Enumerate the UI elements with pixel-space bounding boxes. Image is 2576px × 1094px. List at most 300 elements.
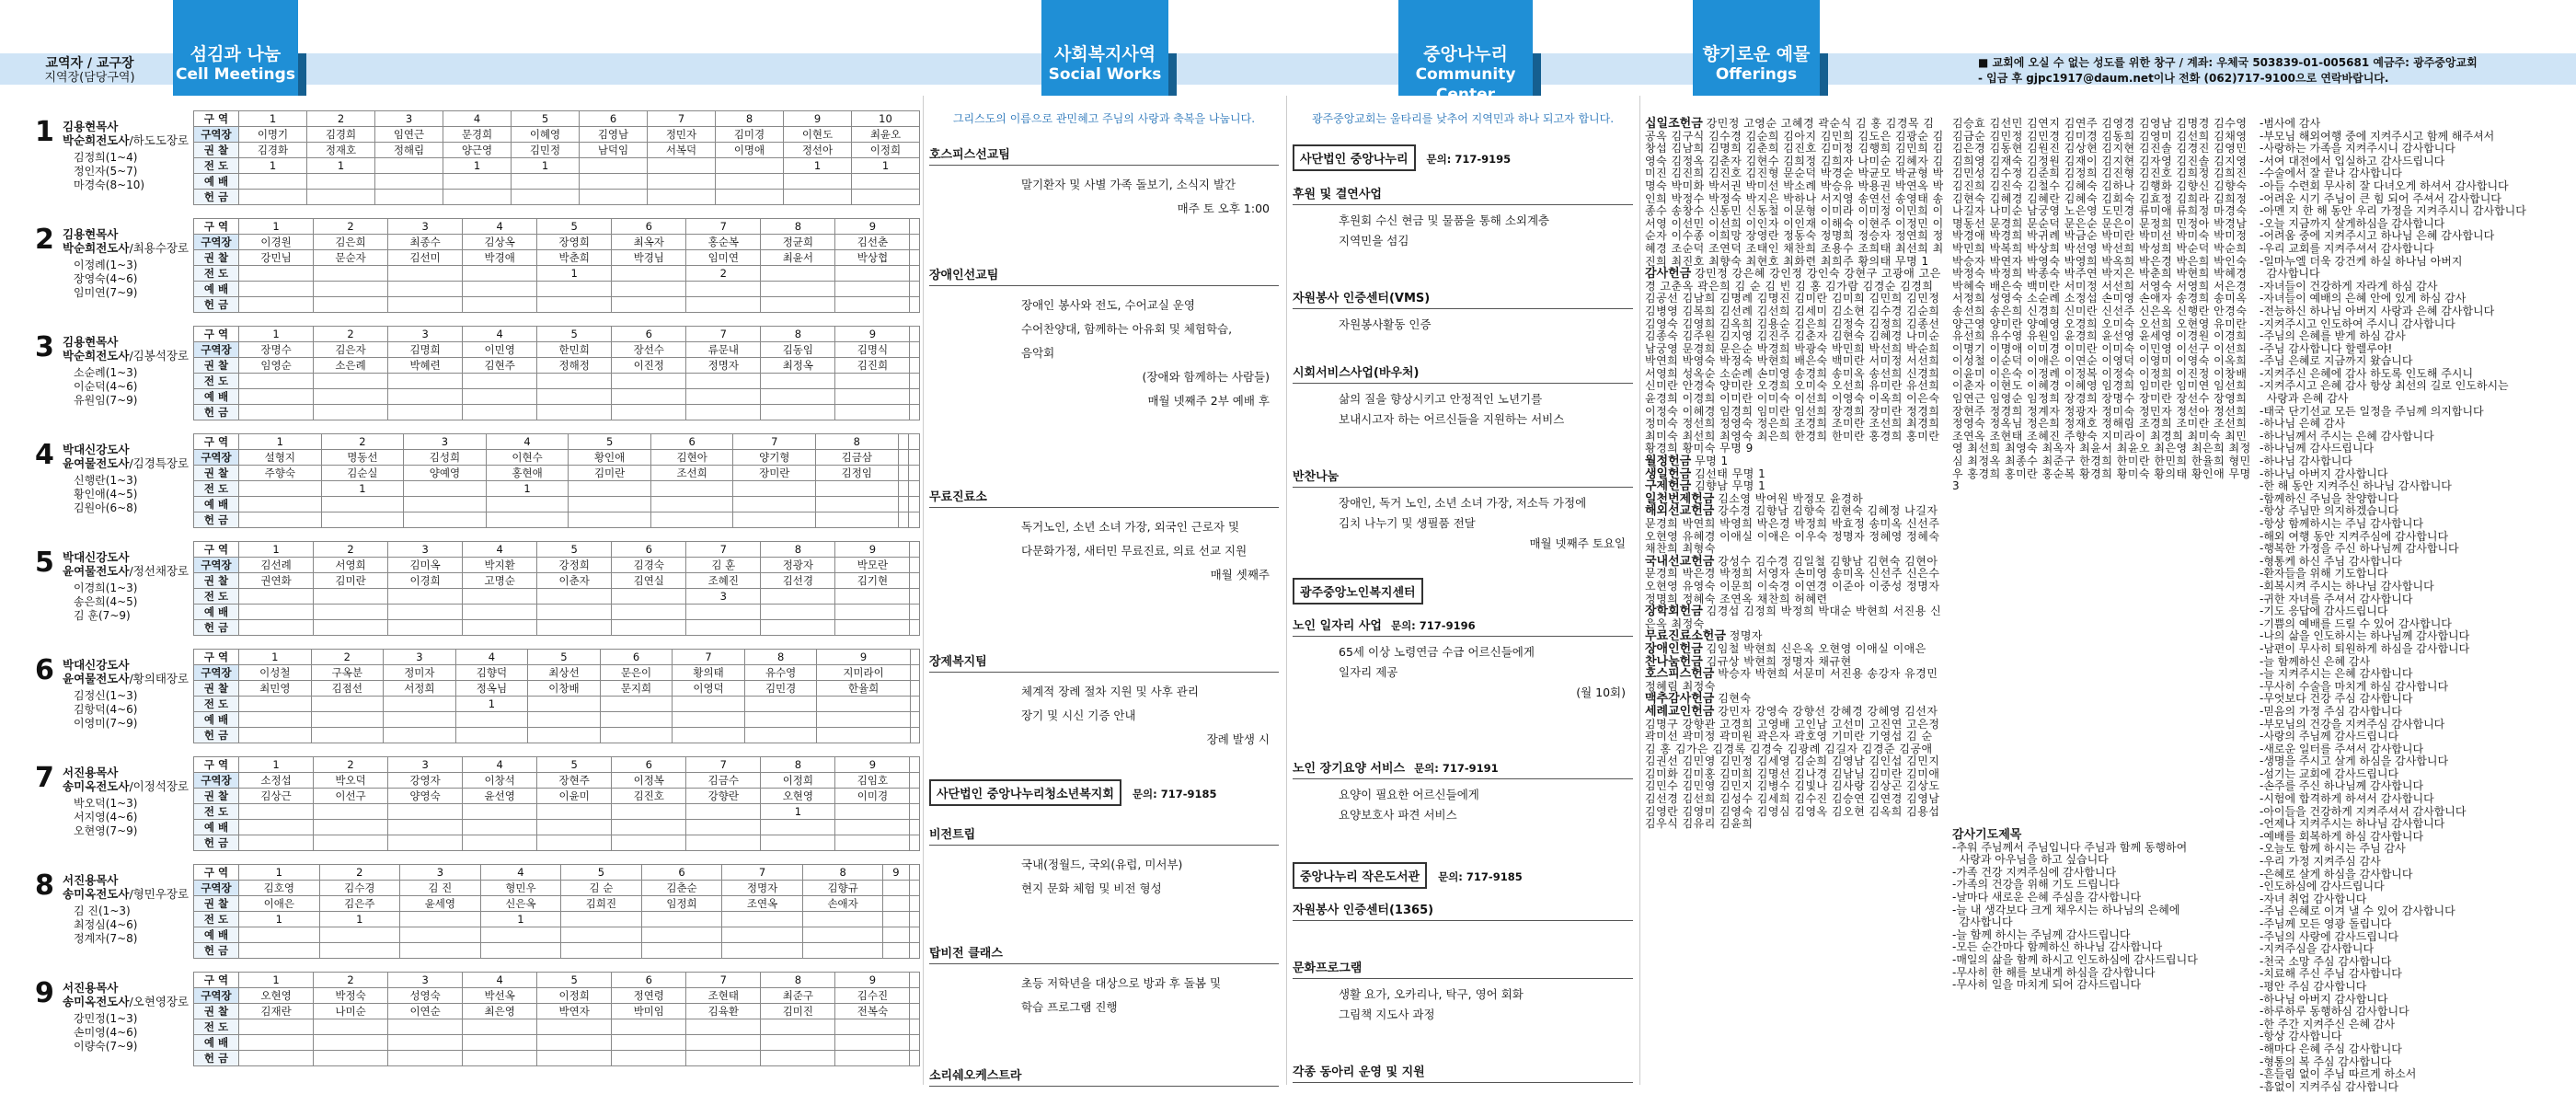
table-cell [883, 927, 909, 943]
table-cell [319, 943, 400, 959]
community-section-title [1293, 288, 1633, 309]
tab-en: Cell Meetings [176, 65, 295, 84]
table-cell [561, 927, 642, 943]
table-cell [612, 1051, 686, 1066]
table-cell [909, 943, 919, 959]
row-label: 구 역 [194, 542, 239, 558]
table-cell [910, 219, 920, 235]
cell-group [0, 756, 920, 851]
table-cell [898, 434, 909, 450]
table-cell: 4 [455, 650, 528, 665]
community-section-name: 노인 장기요양 서비스 [1293, 762, 1406, 776]
table-cell: 정선아 [784, 143, 852, 158]
table-cell [388, 374, 463, 389]
table-cell [716, 158, 784, 174]
prayer-line: -가족 건강 지켜주심에 감사합니다 [1952, 865, 2117, 879]
row-label: 헌 금 [194, 943, 239, 959]
table-cell [463, 1035, 537, 1051]
cell-members [74, 259, 137, 300]
table-cell [641, 912, 722, 927]
table-row [194, 896, 920, 912]
table-cell: 이명애 [716, 143, 784, 158]
table-cell: 7 [722, 865, 803, 881]
community-section-name: 노인 일자리 사업 [1293, 619, 1382, 633]
table-cell: 류문내 [686, 342, 761, 358]
table-cell [686, 620, 761, 636]
table-cell: 7 [686, 542, 761, 558]
table-cell [384, 712, 456, 728]
community-section-title [1293, 363, 1633, 384]
table-cell [761, 820, 835, 835]
table-cell [744, 712, 817, 728]
table-cell [910, 282, 920, 297]
table-cell: 1 [239, 542, 314, 558]
table-cell [311, 728, 384, 743]
table-cell: 이윤미 [537, 789, 612, 804]
row-label: 전 도 [194, 374, 239, 389]
table-cell: 1 [455, 697, 528, 712]
table-cell: 8 [716, 111, 784, 127]
table-cell: 문지희 [600, 681, 673, 697]
member-line: 이영미(7~9) [74, 717, 138, 730]
prayer-line: -해외 여행 동안 지켜주심에 감사합니다 [2260, 529, 2449, 543]
table-cell: 3 [384, 650, 456, 665]
offering-names: 강민정 강은혜 강인정 강인숙 강현구 고광애 고은경 고춘옥 곽은희 김 순 김 빈 김 홍 김가람 김경순 김경희 김공선 김남희 김명례 김명진 김미란 김미희 김민희 김민정 김병영 김복희 김선례 김선희 김세미 김소현 김수경 김순희 김영숙 김영희 김옥희 김용순 김은희 김정숙 김정희 김종선 김종숙 김주원 김지영 김진주 김춘자 김현숙 김혜경 나미순 남궁영 문경희 문은순 박경희 박광숙 박민희 박선희 박순희 박연희 박영숙 박정숙 박현희 배은숙 백미란 서미정 서선희 서영희 성옥순 소순례 손미영 송경희 송미옥 송선희 신경희 신미란 안경숙 양미란 오경희 오미숙 오선희 유미란 유선희 윤경희 이경희 이미란 이미숙 이선희 이영숙 이옥희 이은숙 이정숙 이혜경 임경희 임미란 임선희 장경희 장미란 정경희 정미숙 정선희 정영숙 정은희 조경희 조미란 조선희 최경희 최미숙 최선희 최영숙 최은희 한경희 한미란 홍경희 홍미란 황경희 황미숙 무명 9 [1645, 267, 1941, 455]
table-cell: 김기현 [835, 573, 910, 589]
table-cell [835, 835, 910, 851]
prayer-line: -항상 함께하시는 주님 감사합니다 [2260, 517, 2424, 530]
community-intro: 광주중앙교회는 울타리를 낮추어 지역민과 하나 되고자 합니다. [1311, 112, 1615, 125]
table-cell: 김성희 [404, 450, 487, 466]
row-label: 권 찰 [194, 143, 239, 158]
table-cell: 박미임 [612, 1004, 686, 1019]
table-cell: 박정숙 [314, 988, 388, 1004]
offering-group [1645, 118, 1944, 268]
table-cell: 9 [835, 219, 910, 235]
youth-welfare-phone: 문의: 717-9185 [1132, 788, 1217, 800]
table-cell: 8 [761, 542, 835, 558]
table-cell [910, 1051, 920, 1066]
member-line: 김정신(1~3) [74, 689, 138, 702]
row-label: 권 찰 [194, 896, 239, 912]
table-cell [898, 481, 909, 497]
table-cell [835, 374, 910, 389]
table-cell [512, 190, 580, 205]
offering-group [1645, 505, 1944, 555]
community-section [1293, 184, 1633, 251]
table-cell: 이선구 [314, 789, 388, 804]
table-cell [307, 190, 375, 205]
table-cell [686, 1019, 761, 1035]
member-line: 장영숙(4~6) [74, 272, 138, 285]
table-cell: 김진호 [612, 789, 686, 804]
table-cell [612, 820, 686, 835]
prayer-line: 사랑과 아우님을 하고 싶습니다 [1952, 853, 2109, 867]
cell-members [74, 474, 137, 515]
prayer-line: -자녀 취업 감사합니다 [2260, 892, 2367, 905]
youth-section [929, 824, 1279, 901]
table-cell: 이명기 [239, 127, 307, 143]
prayer-line: -하루하루 동행하심 감사합니다 [2260, 1005, 2409, 1019]
row-label: 예 배 [194, 712, 239, 728]
table-cell: 한민희 [537, 342, 612, 358]
table-cell: 1 [486, 481, 569, 497]
library-box: 중앙나누리 작은도서관 [1293, 862, 1427, 889]
table-cell [650, 512, 733, 528]
table-cell [835, 620, 910, 636]
table-cell [761, 297, 835, 313]
header-left-title: 교역자 / 교구장 [45, 56, 134, 71]
table-cell: 3 [388, 973, 463, 988]
table-cell [744, 697, 817, 712]
prayer-line: -모든 순간마다 함께하신 하나님 감사합니다 [1952, 940, 2163, 954]
table-cell: 정광자 [761, 558, 835, 573]
table-cell [910, 820, 920, 835]
cell-number: 7 [35, 762, 54, 794]
table-cell [910, 389, 920, 405]
table-cell: 윤선영 [463, 789, 537, 804]
offering-group [1645, 668, 1944, 693]
prayer-line: -날마다 새로운 은혜 주심을 감사합니다 [1952, 890, 2142, 904]
prayer-line: 사랑과 은혜 감사 [2260, 392, 2349, 406]
table-cell [673, 697, 745, 712]
table-cell: 8 [761, 757, 835, 773]
table-cell: 최준구 [761, 988, 835, 1004]
table-cell [463, 1051, 537, 1066]
table-cell: 서영희 [314, 558, 388, 573]
table-cell [910, 342, 920, 358]
table-cell: 강영자 [388, 773, 463, 789]
table-cell [910, 589, 920, 605]
table-cell: 1 [239, 111, 307, 127]
row-label: 전 도 [194, 158, 239, 174]
offering-names: 강수경 김향남 김향숙 김현숙 김혜정 나길자 문경희 박연희 박영희 박은경 박정희 박효정 송미옥 신선주 오현영 유혜경 이애실 이애은 이우숙 정명자 정혜영 정혜숙 채찬희 최형숙 [1645, 504, 1940, 556]
column-divider [923, 96, 924, 1085]
offering-category: 장학회헌금 [1645, 605, 1703, 619]
table-cell [537, 835, 612, 851]
table-cell: 조선희 [650, 466, 733, 481]
prayer-line: -남편이 무사히 퇴원하게 하심을 감사합니다 [2260, 641, 2470, 655]
table-cell: 최윤오 [852, 127, 920, 143]
table-cell: 6 [600, 650, 673, 665]
social-section-schedule: 장례 발생 시 [1206, 732, 1270, 746]
prayer-line: -천국 소망 주심 감사합니다 [2260, 954, 2392, 968]
table-cell [580, 190, 648, 205]
member-line: 이량숙(7~9) [74, 1040, 138, 1053]
table-cell [239, 405, 314, 420]
table-row [194, 650, 920, 665]
table-cell [909, 881, 919, 896]
table-cell [761, 1035, 835, 1051]
table-cell: 김민경 [744, 681, 817, 697]
table-row [194, 1019, 920, 1035]
table-cell: 6 [641, 865, 722, 881]
table-cell [898, 466, 909, 481]
social-section [929, 144, 1279, 221]
table-cell [909, 512, 920, 528]
table-cell [319, 927, 400, 943]
table-cell [909, 865, 919, 881]
cell-group [0, 433, 920, 528]
table-cell [388, 589, 463, 605]
column-divider [1639, 96, 1640, 1085]
community-center-section [1293, 110, 1633, 1088]
table-cell [612, 605, 686, 620]
table-cell [239, 1035, 314, 1051]
youth-section-line: 초등 저학년을 대상으로 방과 후 돌봄 및 [1021, 976, 1222, 990]
table-cell [314, 389, 388, 405]
row-label: 구역장 [194, 773, 239, 789]
leader-names: 서진용목사 송미옥전도사 [63, 873, 130, 901]
prayer-line: -매일의 삶을 함께 하시고 인도하심에 감사드립니다 [1952, 952, 2198, 966]
table-cell [314, 589, 388, 605]
youth-section-title: 소리쉐오케스트라 [929, 1065, 1279, 1087]
cell-leader [63, 766, 201, 793]
table-cell [388, 389, 463, 405]
prayer-line: -주님께 모든 영광 돌립니다 [2260, 917, 2392, 930]
table-cell: 박오덕 [314, 773, 388, 789]
table-cell [239, 620, 314, 636]
social-section [929, 265, 1279, 413]
table-cell: 김미진 [761, 1004, 835, 1019]
table-cell [686, 1035, 761, 1051]
table-row [194, 728, 920, 743]
leader-area: /오현영장로 [129, 995, 190, 1008]
leader-area: /최용수장로 [129, 241, 190, 255]
table-cell: 김명식 [835, 342, 910, 358]
offering-category: 해외선교헌금 [1645, 504, 1715, 519]
table-cell [612, 589, 686, 605]
table-cell [910, 804, 920, 820]
table-cell [852, 190, 920, 205]
table-cell [909, 481, 920, 497]
table-cell [463, 804, 537, 820]
table-cell: 정옥님 [455, 681, 528, 697]
cell-number: 4 [35, 439, 54, 471]
table-cell: 1 [239, 912, 320, 927]
table-cell [388, 282, 463, 297]
cell-leader [63, 443, 201, 470]
table-cell: 이춘자 [537, 573, 612, 589]
table-cell: 최정옥 [761, 358, 835, 374]
table-cell [612, 804, 686, 820]
member-line: 강민정(1~3) [74, 1012, 138, 1025]
table-row [194, 573, 920, 589]
table-cell: 이정희 [761, 773, 835, 789]
table-cell [761, 282, 835, 297]
table-cell [910, 665, 919, 681]
table-cell: 황의태 [673, 665, 745, 681]
table-cell: 5 [528, 650, 601, 665]
table-cell: 김호영 [239, 881, 320, 896]
table-row [194, 434, 920, 450]
table-cell: 이정희 [537, 988, 612, 1004]
table-cell: 김수경 [319, 881, 400, 896]
member-line: 이경희(1~3) [74, 582, 138, 594]
table-cell: 강정희 [537, 558, 612, 573]
table-cell: 6 [580, 111, 648, 127]
table-cell [761, 589, 835, 605]
table-cell [816, 497, 899, 512]
table-cell: 6 [650, 434, 733, 450]
table-cell: 1 [307, 158, 375, 174]
table-cell: 1 [239, 865, 320, 881]
leader-names: 박대신강도사 윤여물전도사 [63, 443, 130, 470]
table-cell: 박경님 [612, 250, 686, 266]
table-cell: 1 [784, 158, 852, 174]
offering-names: 김규상 박현희 정명자 채규현 [1706, 654, 1852, 668]
table-cell: 3 [375, 111, 443, 127]
table-row [194, 389, 920, 405]
table-cell: 조현태 [686, 988, 761, 1004]
table-cell [463, 835, 537, 851]
table-row [194, 697, 920, 712]
table-cell [486, 497, 569, 512]
table-row [194, 927, 920, 943]
table-cell [909, 466, 920, 481]
table-cell [528, 728, 601, 743]
table-cell [404, 512, 487, 528]
member-line: 유원임(7~9) [74, 394, 138, 407]
table-cell [537, 405, 612, 420]
table-cell: 8 [761, 973, 835, 988]
prayer-line: -서여 대전에서 입실하고 감사드립니다 [2260, 154, 2445, 167]
table-row [194, 481, 920, 497]
table-cell: 김은희 [314, 235, 388, 250]
table-cell [910, 712, 919, 728]
table-cell: 7 [648, 111, 716, 127]
cell-number: 3 [35, 331, 54, 363]
table-cell [835, 282, 910, 297]
table-cell [537, 589, 612, 605]
table-cell: 김순실 [321, 466, 404, 481]
tab-social-works [1041, 0, 1168, 96]
table-cell [569, 481, 651, 497]
member-line: 김항덕(4~6) [74, 703, 138, 716]
table-cell [512, 174, 580, 190]
community-section-line: 생활 요가, 오카리나, 탁구, 영어 회화 [1339, 987, 1524, 1001]
table-cell [835, 389, 910, 405]
table-cell [239, 1019, 314, 1035]
table-row [194, 773, 920, 789]
table-cell: 9 [835, 973, 910, 988]
cell-number: 2 [35, 224, 54, 256]
prayer-line: -오늘도 함께 하시는 주님 감사 [2260, 842, 2406, 856]
community-section-name: 문화프로그램 [1293, 962, 1363, 975]
table-row [194, 111, 920, 127]
table-cell: 7 [686, 757, 761, 773]
table-cell [314, 1051, 388, 1066]
table-cell [612, 1019, 686, 1035]
table-cell: 3 [388, 757, 463, 773]
table-cell [314, 266, 388, 282]
cell-table [193, 110, 920, 205]
table-cell: 1 [239, 219, 314, 235]
table-row [194, 235, 920, 250]
table-cell [388, 835, 463, 851]
prayer-line: -자녀들이 예배의 은혜 안에 있게 하심 감사 [2260, 292, 2467, 305]
offering-names: 강민자 강영숙 강향선 강혜경 강혜영 김선자 김명구 강향관 고경희 고영배 고인남 고선미 고진연 고은정 곽미선 곽미정 곽미원 곽은자 곽호영 기미란 기영섭 김 순 김 홍 김가은 김경록 김경숙 김광례 김길자 김경준 김공애 김권선 김민영 김민정 김세영 김순희 김영남 김인섭 김민지 김미화 김미홍 김미희 김명선 김나경 김남님 김미란 김미애 김민수 김민영 김민지 김병수 김빛나 김사랑 김상곤 김상도 김선경 김선희 김성수 김세희 김수진 김승연 김연경 김영남 김영란 김영미 김영숙 김영심 김영옥 김오현 김옥희 김용섭 김우식 김유리 김윤희 [1645, 704, 1940, 831]
cell-table [193, 756, 920, 851]
table-cell [480, 943, 561, 959]
table-cell [463, 1019, 537, 1035]
table-cell [239, 266, 314, 282]
social-section-line: 수어찬양대, 함께하는 아유회 및 체험학습, [1021, 322, 1233, 336]
table-cell [375, 158, 443, 174]
tab-ko: 사회복지사역 [1053, 44, 1156, 64]
table-cell [537, 282, 612, 297]
row-label: 헌 금 [194, 190, 239, 205]
row-label: 구역장 [194, 127, 239, 143]
table-row [194, 804, 920, 820]
member-line: 임미연(7~9) [74, 286, 138, 299]
social-section-line: 다문화가정, 새터민 무료진료, 의료 선교 지원 [1021, 544, 1248, 558]
table-cell [239, 297, 314, 313]
row-label: 구 역 [194, 973, 239, 988]
table-cell: 5 [537, 757, 612, 773]
leader-area: /정선채장로 [129, 564, 190, 578]
table-cell [910, 1004, 920, 1019]
table-cell [239, 835, 314, 851]
table-cell: 4 [443, 111, 512, 127]
table-cell [910, 297, 920, 313]
community-section-line: 요양이 필요한 어르신들에게 [1339, 788, 1479, 801]
community-section-line: 지역민을 섬김 [1339, 234, 1409, 248]
table-cell [400, 927, 481, 943]
table-row [194, 988, 920, 1004]
cell-members [74, 366, 137, 408]
table-cell: 조혜진 [686, 573, 761, 589]
table-cell: 1 [480, 912, 561, 927]
table-cell [480, 927, 561, 943]
cell-leader [63, 873, 201, 901]
table-cell [388, 1035, 463, 1051]
cell-group [0, 864, 920, 959]
table-cell: 박모란 [835, 558, 910, 573]
table-cell [307, 174, 375, 190]
table-cell: 1 [239, 158, 307, 174]
table-cell [455, 728, 528, 743]
cell-group [0, 649, 920, 743]
prayer-line: -믿음의 가정 주심 감사합니다 [2260, 704, 2402, 718]
senior-center-sections [1293, 616, 1633, 825]
community-section [1293, 363, 1633, 430]
table-cell [463, 374, 537, 389]
table-cell: 이진정 [612, 358, 686, 374]
table-cell [375, 174, 443, 190]
cell-table [193, 326, 920, 420]
table-cell [239, 512, 322, 528]
table-cell: 김경화 [239, 143, 307, 158]
table-cell: 설형지 [239, 450, 322, 466]
tab-en: Offerings [1715, 65, 1798, 84]
table-cell [909, 497, 920, 512]
table-cell: 2 [686, 266, 761, 282]
prayer-line: -우리 교회를 지켜주셔서 감사합니다 [2260, 241, 2434, 255]
table-cell: 1 [239, 434, 322, 450]
table-cell [686, 297, 761, 313]
cell-table [193, 218, 920, 313]
table-cell: 전복숙 [835, 1004, 910, 1019]
table-cell [686, 389, 761, 405]
table-cell: 권연화 [239, 573, 314, 589]
table-cell: 김연실 [612, 573, 686, 589]
prayer-line: -형통케 하신 주님 감사합니다 [2260, 554, 2402, 568]
cell-number: 5 [35, 547, 54, 579]
table-cell [641, 927, 722, 943]
table-cell: 명동선 [321, 450, 404, 466]
table-row [194, 219, 920, 235]
